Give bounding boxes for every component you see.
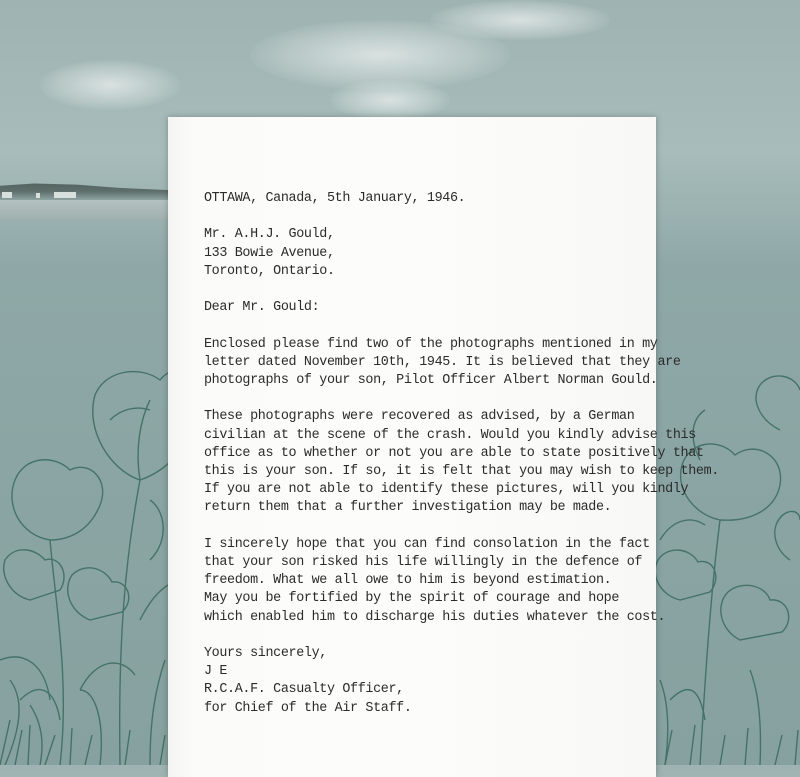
letter-page <box>168 117 719 777</box>
cloud <box>430 0 610 40</box>
paragraph-line: civilian at the scene of the crash. Would you kindly advise this <box>204 427 696 443</box>
closing: Yours sincerely, <box>204 645 327 661</box>
paragraph-2 <box>204 408 719 517</box>
paragraph-line: this is your son. If so, it is felt that you may wish to keep them. <box>204 463 719 479</box>
paragraph-line: which enabled him to discharge his duties whatever the cost. <box>204 609 666 625</box>
signer-title: R.C.A.F. Casualty Officer, <box>204 682 404 698</box>
letter-body <box>204 190 719 718</box>
paragraph-3 <box>204 536 666 627</box>
paragraph-1 <box>204 336 681 391</box>
recipient-address <box>204 226 644 281</box>
paragraph-line: I sincerely hope that you can find consolation in the fact <box>204 536 650 552</box>
salutation: Dear Mr. Gould: <box>204 300 320 316</box>
paragraph-line: Enclosed please find two of the photographs mentioned in my <box>204 336 658 352</box>
paragraph-line: that your son risked his life willingly in the defence of <box>204 554 643 570</box>
paragraph-line: If you are not able to identify these pictures, will you kindly <box>204 482 689 498</box>
paragraph-line: These photographs were recovered as advised, by a German <box>204 409 635 425</box>
airfield-runway <box>0 200 170 220</box>
recipient-name: Mr. A.H.J. Gould, <box>204 227 335 243</box>
paragraph-line: photographs of your son, Pilot Officer Albert Norman Gould. <box>204 372 658 388</box>
paragraph-line: office as to whether or not you are able to state positively that <box>204 445 704 461</box>
signature: J E <box>204 664 228 680</box>
paragraph-line: return them that a further investigation may be made. <box>204 500 612 516</box>
signature-block <box>204 645 644 718</box>
cloud <box>40 60 180 110</box>
airfield-buildings <box>0 190 170 198</box>
cloud <box>330 80 450 120</box>
recipient-street: 133 Bowie Avenue, <box>204 245 335 261</box>
paragraph-line: letter dated November 10th, 1945. It is believed that they are <box>204 354 681 370</box>
paragraph-line: freedom. What we all owe to him is beyond estimation. <box>204 573 612 589</box>
dateline: OTTAWA, Canada, 5th January, 1946. <box>204 191 466 206</box>
signer-org: for Chief of the Air Staff. <box>204 700 412 716</box>
paragraph-line: May you be fortified by the spirit of courage and hope <box>204 591 620 607</box>
recipient-city: Toronto, Ontario. <box>204 263 335 279</box>
